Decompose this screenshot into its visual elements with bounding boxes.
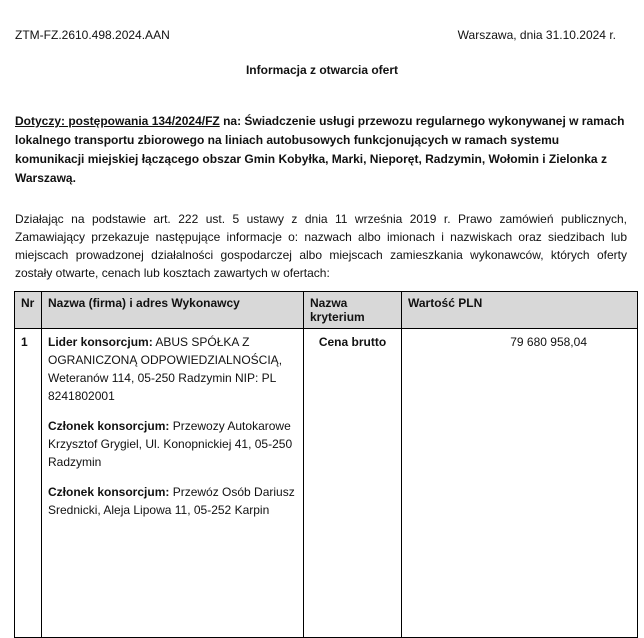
member-role: Członek konsorcjum: xyxy=(48,485,170,499)
consortium-member xyxy=(48,483,297,519)
header-criterion: Nazwa kryterium xyxy=(304,292,402,329)
table-header-row xyxy=(15,292,638,329)
place-and-date: Warszawa, dnia 31.10.2024 r. xyxy=(457,28,616,42)
header-nr: Nr xyxy=(15,292,42,329)
cell-nr: 1 xyxy=(15,329,42,638)
member-role: Lider konsorcjum: xyxy=(48,335,153,349)
offers-table xyxy=(14,291,638,638)
cell-criterion: Cena brutto xyxy=(304,329,402,638)
member-details: ABUS SPÓŁKA Z OGRANICZONĄ ODPOWIEDZIALNOŚCIĄ, Weteranów 114, 05-250 Radzymin NIP: PL 8241802001 xyxy=(48,335,283,403)
subject-text: na: Świadczenie usługi przewozu regularnego wykonywanej w ramach lokalnego transportu zbiorowego na liniach autobusowych funkcjonujących w ramach systemu komunikacji miejskiej łączącego obszar Gmin Kobyłka, Marki, Nieporęt, Radzymin, Wołomin i Zielonka z Warszawą. xyxy=(15,114,625,185)
document-reference: ZTM-FZ.2610.498.2024.AAN xyxy=(15,28,170,42)
subject-paragraph xyxy=(15,112,625,188)
header-contractor: Nazwa (firma) i adres Wykonawcy xyxy=(42,292,304,329)
consortium-member xyxy=(48,417,297,471)
table-row xyxy=(15,329,638,638)
header-value: Wartość PLN xyxy=(402,292,638,329)
member-details: Przewóz Osób Dariusz Srednicki, Aleja Lipowa 11, 05-252 Karpin xyxy=(48,485,295,517)
cell-value: 79 680 958,04 xyxy=(402,329,638,638)
intro-paragraph: Działając na podstawie art. 222 ust. 5 ustawy z dnia 11 września 2019 r. Prawo zamówień publicznych, Zamawiający przekazuje następujące informacje o: nazwach albo imionach i nazwiskach oraz siedzibach lub miejscach prowadzonej działalności gospodarczej albo miejscach zamieszkania wykonawców, których oferty zostały otwarte, cenach lub kosztach zawartych w ofertach: xyxy=(15,212,627,280)
subject-prefix: Dotyczy: postępowania 134/2024/FZ xyxy=(15,114,220,128)
document-title: Informacja z otwarcia ofert xyxy=(245,63,399,77)
consortium-member xyxy=(48,333,297,405)
member-role: Członek konsorcjum: xyxy=(48,419,170,433)
cell-contractor xyxy=(42,329,304,638)
member-details: Przewozy Autokarowe Krzysztof Grygiel, Ul. Konopnickiej 41, 05-250 Radzymin xyxy=(48,419,293,469)
